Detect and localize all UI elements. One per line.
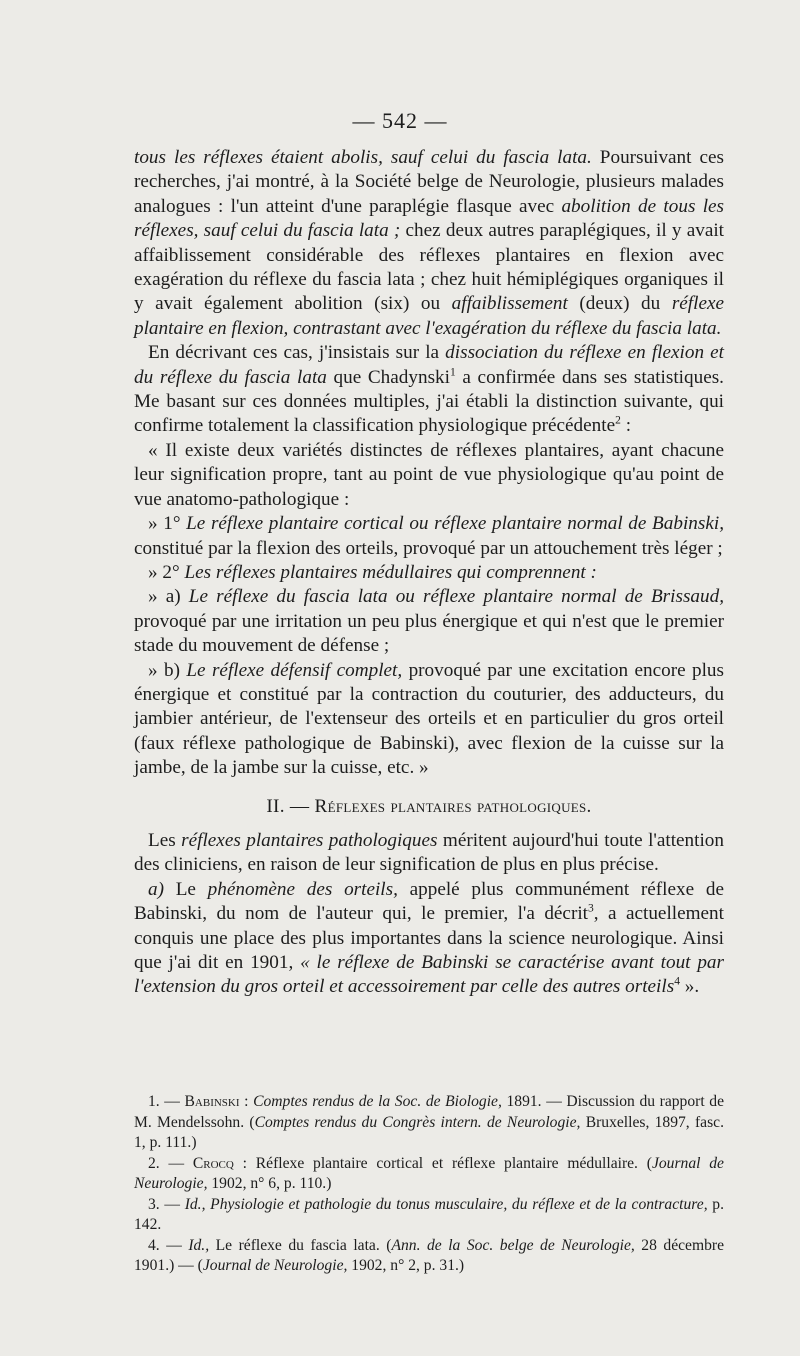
text-run: 1891. — Discussion du rapport de M. Mendelssohn. (	[134, 1093, 724, 1131]
emphasis: a)	[148, 878, 164, 900]
text-run: p. 142.	[134, 1195, 724, 1233]
emphasis: Le réflexe défensif complet,	[186, 659, 403, 681]
text-run: 1902, n° 6, p. 110.)	[207, 1175, 332, 1192]
paragraph-7	[134, 659, 724, 781]
emphasis: phénomène des orteils,	[207, 878, 398, 900]
footnote-number: 3. —	[148, 1195, 185, 1213]
paragraph-4	[134, 512, 724, 561]
footnote-ref-2[interactable]: 2	[615, 415, 621, 428]
text-run: Le	[163, 878, 208, 900]
text-run: (deux) du	[567, 293, 672, 315]
emphasis: Comptes rendus de la Soc. de Biologie,	[253, 1093, 502, 1110]
emphasis: Id., Physiologie et pathologie du tonus musculaire, du réflexe et de la contracture,	[184, 1195, 708, 1213]
text-run: constitué par la flexion des orteils, provoqué par un attouchement très léger ;	[134, 537, 723, 559]
emphasis: réflexe plantaire en flexion, contrastant avec l'exagération du réflexe du fascia lata.	[134, 293, 725, 339]
paragraph-8	[134, 829, 724, 878]
text-run: a confirmée dans ses statistiques. Me basant sur ces données multiples, j'ai établi la distinction suivante, qui confirme totalement la classification physiologique précédente	[134, 366, 724, 437]
text-run: :	[239, 1093, 254, 1110]
footnote-ref-4[interactable]: 4	[674, 976, 680, 989]
paragraph-3: « Il existe deux variétés distinctes de réflexes plantaires, ayant chacune leur signification propre, tant au point de vue physiologique qu'au point de vue anatomo-pathologique :	[134, 439, 724, 510]
main-text	[134, 146, 724, 1000]
emphasis: abolition de tous les réflexes, sauf celui du fascia lata ;	[134, 195, 725, 242]
text-run: 28 décembre 1901.) — (	[134, 1236, 724, 1274]
paragraph-5	[134, 561, 724, 585]
paragraph-1	[134, 146, 724, 341]
paragraph-9	[134, 878, 724, 1000]
text-run: :	[620, 415, 632, 437]
text-run: En décrivant ces cas, j'insistais sur la	[148, 342, 446, 364]
heading-number: II. —	[266, 795, 315, 817]
text-run: méritent aujourd'hui toute l'attention des cliniciens, en raison de leur signification de plus en plus précise.	[134, 829, 724, 876]
emphasis: Id.,	[188, 1236, 210, 1254]
text-run: » b)	[148, 659, 187, 681]
emphasis: « le réflexe de Babinski se caractérise avant tout par l'extension du gros orteil et accessoirement par celle des autres orteils	[134, 952, 724, 998]
footnote-1	[134, 1092, 724, 1154]
page-number: — 542 —	[352, 108, 448, 133]
heading-title: Réflexes plantaires pathologiques.	[314, 795, 592, 817]
paragraph-6	[134, 585, 724, 658]
emphasis: dissociation du réflexe en flexion et du réflexe du fascia lata	[134, 342, 725, 388]
text-run: Poursuivant ces recherches, j'ai montré, à la Société belge de Neurologie, plusieurs malades analogues : l'un atteint d'une paraplégie flasque avec	[134, 147, 724, 217]
footnote-3	[134, 1195, 724, 1236]
emphasis: Journal de Neurologie,	[134, 1154, 724, 1192]
text-run: Le réflexe du fascia lata. (	[209, 1236, 392, 1254]
text-run: Les	[148, 829, 182, 851]
footnotes	[134, 1092, 724, 1277]
text-run: » 1°	[148, 513, 187, 535]
emphasis: Le réflexe plantaire cortical ou réflexe plantaire normal de Babinski,	[186, 513, 724, 535]
emphasis: tous les réflexes étaient abolis, sauf celui du fascia lata.	[134, 147, 592, 168]
emphasis: Comptes rendus du Congrès intern. de Neurologie,	[254, 1113, 581, 1131]
footnote-number: 1. —	[148, 1093, 185, 1110]
text-run: provoqué par une irritation un peu plus énergique et qui n'est que le premier stade du mouvement de défense ;	[134, 610, 724, 657]
emphasis: affaiblissement	[451, 293, 568, 315]
footnote-2	[134, 1154, 724, 1195]
footnote-number: 2. —	[148, 1154, 193, 1172]
text-run: provoqué par une excitation encore plus énergique et constitué par la contraction du couturier, des adducteurs, du jambier antérieur, de l'extenseur des orteils et en particulier du gros orteil (faux réflexe pathologique de Babinski), avec flexion de la cuisse sur la jambe, de la jambe sur la cuisse, etc. »	[134, 659, 724, 779]
author-name: Babinski	[184, 1093, 240, 1110]
footnote-4	[134, 1236, 724, 1277]
footnote-ref-1[interactable]: 1	[449, 366, 456, 379]
text-run: 1902, n° 2, p. 31.)	[347, 1257, 465, 1274]
text-run: : Réflexe plantaire cortical et réflexe plantaire médullaire. (	[233, 1154, 652, 1172]
text-run: appelé plus communément réflexe de Babinski, du nom de l'auteur qui, le premier, l'a décrit	[134, 878, 724, 925]
text-run: » 2°	[148, 561, 185, 583]
section-heading	[134, 795, 724, 819]
emphasis: Ann. de la Soc. belge de Neurologie,	[391, 1236, 635, 1254]
emphasis: Les réflexes plantaires médullaires qui comprennent :	[184, 561, 597, 583]
emphasis: Journal de Neurologie,	[202, 1257, 348, 1274]
text-run: » a)	[148, 586, 189, 608]
text-run: que Chadynski	[326, 366, 450, 388]
emphasis: Le réflexe du fascia lata ou réflexe plantaire normal de Brissaud,	[188, 586, 724, 608]
text-run: chez deux autres paraplégiques, il y avait affaiblissement considérable des réflexes plantaires en flexion avec exagération du réflexe du fascia lata ; chez huit hémiplégiques organiques il y avait également abolition (six) ou	[134, 220, 724, 315]
text-run: Bruxelles, 1897, fasc. 1, p. 111.)	[134, 1113, 724, 1151]
footnote-ref-3[interactable]: 3	[588, 902, 594, 915]
text-run: ».	[679, 976, 700, 998]
emphasis: réflexes plantaires pathologiques	[181, 829, 438, 851]
paragraph-2	[134, 341, 724, 439]
text-run: , a actuellement conquis une place des plus importantes dans la science neurologique. Ainsi que j'ai dit en 1901,	[134, 903, 724, 973]
footnote-number: 4. —	[148, 1236, 189, 1254]
author-name: Crocq	[192, 1154, 234, 1172]
